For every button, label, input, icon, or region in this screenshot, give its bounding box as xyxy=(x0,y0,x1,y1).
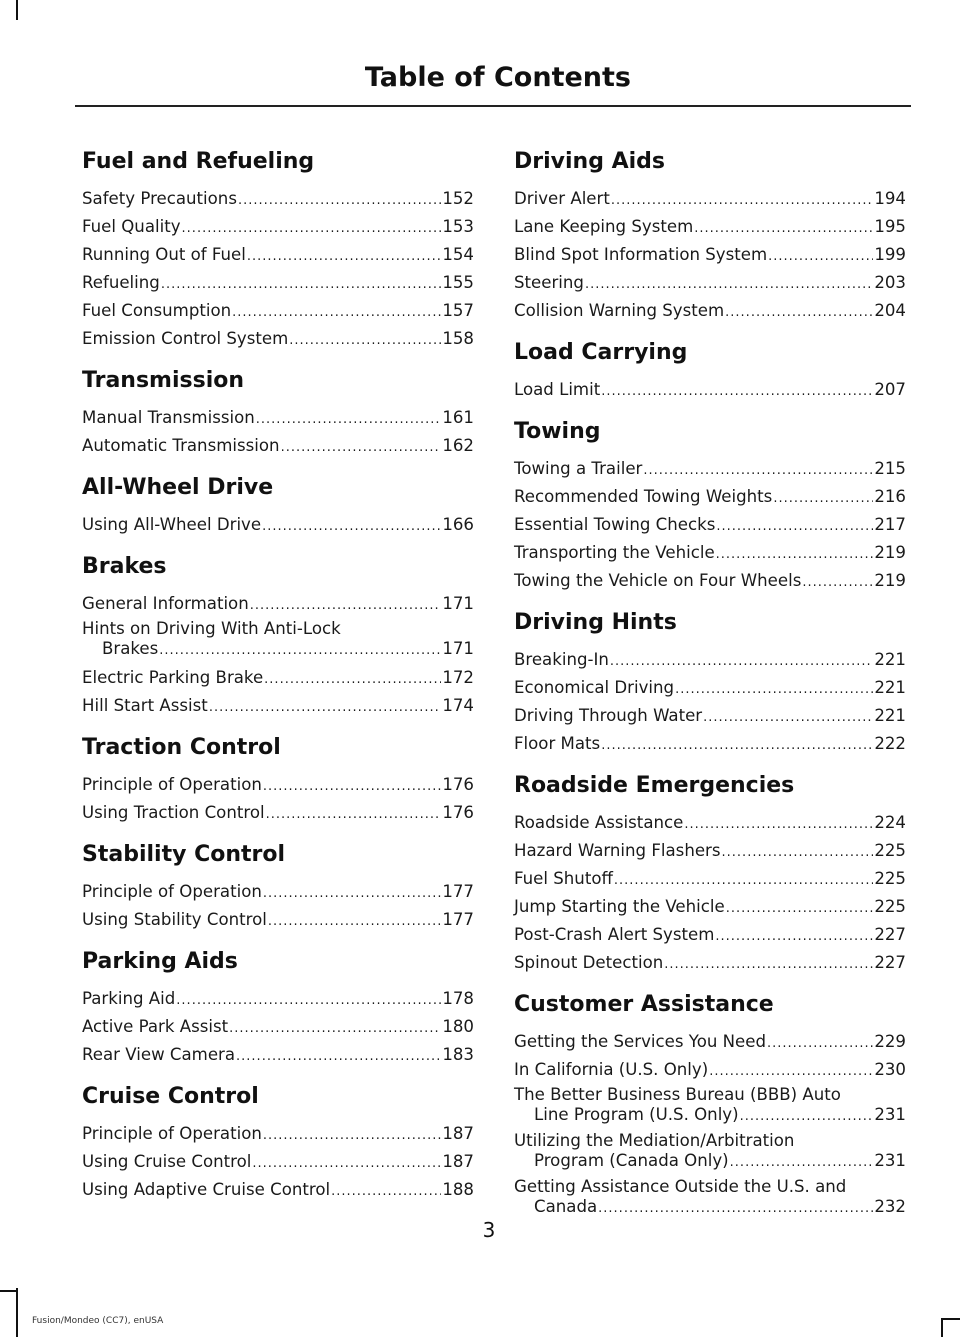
toc-page-number: 227 xyxy=(874,953,906,972)
toc-section xyxy=(82,1080,474,1205)
leader-dots xyxy=(730,1153,874,1173)
toc-page-number: 174 xyxy=(442,696,474,715)
crop-mark xyxy=(16,1288,18,1337)
leader-dots xyxy=(281,435,442,461)
toc-page-number: 187 xyxy=(442,1124,474,1143)
section-heading: Parking Aids xyxy=(82,949,238,974)
toc-entry[interactable] xyxy=(514,1029,906,1057)
leader-dots xyxy=(726,896,874,922)
toc-entry[interactable] xyxy=(514,270,906,298)
toc-page-number: 203 xyxy=(874,273,906,292)
leader-dots xyxy=(262,514,441,540)
leader-dots xyxy=(263,1123,441,1149)
toc-entry-title: Automatic Transmission xyxy=(82,436,280,455)
leader-dots xyxy=(266,802,442,828)
toc-entry-title: Principle of Operation xyxy=(82,882,262,901)
toc-entry[interactable] xyxy=(82,270,474,298)
toc-entry[interactable] xyxy=(82,693,474,721)
toc-page-number: 176 xyxy=(442,803,474,822)
toc-page-number: 217 xyxy=(874,515,906,534)
toc-entry-title: Steering xyxy=(514,273,584,292)
toc-entry-title: Manual Transmission xyxy=(82,408,255,427)
section-heading: Traction Control xyxy=(82,735,281,760)
toc-entry[interactable] xyxy=(82,665,474,693)
toc-entry[interactable] xyxy=(82,800,474,828)
toc-page-number: 187 xyxy=(442,1152,474,1171)
toc-entry[interactable] xyxy=(514,1177,906,1219)
leader-dots xyxy=(250,593,442,619)
toc-page-number: 161 xyxy=(442,408,474,427)
toc-page-number: 157 xyxy=(442,301,474,320)
toc-section xyxy=(82,471,474,540)
toc-entry[interactable] xyxy=(82,242,474,270)
toc-entry-title: Fuel Consumption xyxy=(82,301,232,320)
toc-page-number: 227 xyxy=(874,925,906,944)
toc-entry[interactable] xyxy=(82,879,474,907)
leader-dots xyxy=(229,1016,441,1042)
leader-dots xyxy=(715,924,873,950)
leader-dots xyxy=(614,868,873,894)
toc-entry[interactable] xyxy=(82,214,474,242)
toc-entry[interactable] xyxy=(514,866,906,894)
toc-entry[interactable] xyxy=(514,1085,906,1127)
leader-dots xyxy=(768,244,873,270)
leader-dots xyxy=(247,244,441,270)
toc-entry-title: Driver Alert xyxy=(514,189,610,208)
leader-dots xyxy=(802,570,873,596)
leader-dots xyxy=(263,881,441,907)
leader-dots xyxy=(289,328,441,354)
toc-entry-title: Using Traction Control xyxy=(82,803,265,822)
leader-dots xyxy=(601,379,873,405)
toc-entry-title: General Information xyxy=(82,594,249,613)
toc-entry[interactable] xyxy=(82,512,474,540)
toc-entry-title: Driving Through Water xyxy=(514,706,703,725)
leader-dots xyxy=(675,677,873,703)
section-heading: Stability Control xyxy=(82,842,286,867)
toc-page-number: 171 xyxy=(442,639,474,658)
leader-dots xyxy=(252,1151,441,1177)
header-rule xyxy=(75,105,911,107)
page-header-title: Table of Contents xyxy=(364,62,631,93)
toc-entry-title: The Better Business Bureau (BBB) Auto xyxy=(514,1085,841,1104)
crop-mark xyxy=(943,1318,960,1320)
toc-entry[interactable] xyxy=(514,950,906,978)
leader-dots xyxy=(182,216,442,242)
toc-entry[interactable] xyxy=(82,772,474,800)
toc-entry-title: Hill Start Assist xyxy=(82,696,208,715)
toc-right-column xyxy=(514,145,906,1223)
toc-entry[interactable] xyxy=(82,405,474,433)
footer-text: Fusion/Mondeo (CC7), enUSA xyxy=(32,1316,164,1326)
toc-entry-title: Principle of Operation xyxy=(82,775,262,794)
leader-dots xyxy=(256,407,442,433)
toc-entry-title: Lane Keeping System xyxy=(514,217,694,236)
leader-dots xyxy=(716,514,873,540)
toc-entry-title-cont: Line Program (U.S. Only) xyxy=(534,1105,739,1124)
toc-entry-title: Load Limit xyxy=(514,380,601,399)
toc-section xyxy=(82,945,474,1070)
toc-page-number: 215 xyxy=(874,459,906,478)
toc-entry-title: Emission Control System xyxy=(82,329,289,348)
toc-entry[interactable] xyxy=(514,675,906,703)
crop-mark xyxy=(941,1318,943,1337)
section-heading: Roadside Emergencies xyxy=(514,773,795,798)
toc-entry[interactable] xyxy=(82,986,474,1014)
leader-dots xyxy=(664,952,873,978)
toc-entry[interactable] xyxy=(82,433,474,461)
toc-page-number: 229 xyxy=(874,1032,906,1051)
section-heading: Load Carrying xyxy=(514,340,688,365)
toc-entry-title: Fuel Shutoff xyxy=(514,869,613,888)
toc-entry-title: Recommended Towing Weights xyxy=(514,487,773,506)
toc-page-number: 231 xyxy=(874,1105,906,1124)
toc-entry-title: Post-Crash Alert System xyxy=(514,925,715,944)
toc-entry-title: Safety Precautions xyxy=(82,189,237,208)
toc-section xyxy=(514,415,906,596)
toc-entry-title: Roadside Assistance xyxy=(514,813,684,832)
toc-entry[interactable] xyxy=(514,1131,906,1173)
leader-dots xyxy=(740,1107,874,1127)
leader-dots xyxy=(684,812,873,838)
toc-entry[interactable] xyxy=(514,894,906,922)
toc-page-number: 177 xyxy=(442,882,474,901)
toc-entry[interactable] xyxy=(514,512,906,540)
toc-page-number: 204 xyxy=(874,301,906,320)
toc-entry[interactable] xyxy=(514,242,906,270)
section-heading: Transmission xyxy=(82,368,245,393)
toc-page-number: 216 xyxy=(874,487,906,506)
toc-entry-title: Towing a Trailer xyxy=(514,459,643,478)
toc-entry[interactable] xyxy=(82,619,474,661)
leader-dots xyxy=(161,272,441,298)
section-heading: Driving Hints xyxy=(514,610,677,635)
toc-entry-title: Using Cruise Control xyxy=(82,1152,252,1171)
leader-dots xyxy=(643,458,873,484)
toc-entry[interactable] xyxy=(82,1014,474,1042)
crop-mark xyxy=(0,1290,16,1292)
toc-section xyxy=(82,364,474,461)
toc-section xyxy=(82,550,474,721)
toc-page-number: 180 xyxy=(442,1017,474,1036)
toc-section xyxy=(82,145,474,354)
toc-page-number: 225 xyxy=(874,869,906,888)
leader-dots xyxy=(264,667,441,693)
toc-page-number: 219 xyxy=(874,571,906,590)
toc-entry-title: Using Stability Control xyxy=(82,910,267,929)
toc-entry-title: Spinout Detection xyxy=(514,953,664,972)
section-heading: Brakes xyxy=(82,554,167,579)
toc-page-number: 194 xyxy=(874,189,906,208)
toc-entry-title: Blind Spot Information System xyxy=(514,245,768,264)
leader-dots xyxy=(611,188,873,214)
toc-page-number: 207 xyxy=(874,380,906,399)
leader-dots xyxy=(610,649,873,675)
leader-dots xyxy=(694,216,873,242)
toc-page-number: 183 xyxy=(442,1045,474,1064)
toc-page-number: 166 xyxy=(442,515,474,534)
toc-entry-title: Fuel Quality xyxy=(82,217,181,236)
toc-section xyxy=(514,606,906,759)
toc-entry-title: Hazard Warning Flashers xyxy=(514,841,721,860)
toc-entry[interactable] xyxy=(514,540,906,568)
toc-entry-title: Electric Parking Brake xyxy=(82,668,264,687)
toc-section xyxy=(82,838,474,935)
toc-page-number: 219 xyxy=(874,543,906,562)
leader-dots xyxy=(773,486,873,512)
toc-entry-title-cont: Program (Canada Only) xyxy=(534,1151,729,1170)
toc-entry-title: Economical Driving xyxy=(514,678,675,697)
toc-page-number: 199 xyxy=(874,245,906,264)
toc-entry[interactable] xyxy=(82,591,474,619)
section-heading: Towing xyxy=(514,419,601,444)
toc-page-number: 221 xyxy=(874,650,906,669)
toc-section xyxy=(514,988,906,1219)
toc-entry[interactable] xyxy=(82,1121,474,1149)
leader-dots xyxy=(722,840,874,866)
leader-dots xyxy=(725,300,873,326)
toc-section xyxy=(82,731,474,828)
toc-page-number: 171 xyxy=(442,594,474,613)
toc-page-number: 178 xyxy=(442,989,474,1008)
toc-entry[interactable] xyxy=(514,731,906,759)
leader-dots xyxy=(263,774,441,800)
toc-page-number: 152 xyxy=(442,189,474,208)
toc-page-number: 177 xyxy=(442,910,474,929)
leader-dots xyxy=(209,695,442,721)
toc-page-number: 172 xyxy=(442,668,474,687)
toc-entry[interactable] xyxy=(82,298,474,326)
toc-entry[interactable] xyxy=(514,647,906,675)
toc-page-number: 188 xyxy=(442,1180,474,1199)
toc-entry[interactable] xyxy=(82,907,474,935)
toc-entry-title: Collision Warning System xyxy=(514,301,725,320)
toc-page-number: 153 xyxy=(442,217,474,236)
leader-dots xyxy=(268,909,441,935)
section-heading: Fuel and Refueling xyxy=(82,149,315,174)
toc-page-number: 158 xyxy=(442,329,474,348)
toc-entry[interactable] xyxy=(514,377,906,405)
toc-entry-title: Active Park Assist xyxy=(82,1017,229,1036)
leader-dots xyxy=(238,188,441,214)
toc-entry-title: Getting the Services You Need xyxy=(514,1032,767,1051)
toc-entry[interactable] xyxy=(514,186,906,214)
section-heading: Cruise Control xyxy=(82,1084,259,1109)
toc-entry-title: In California (U.S. Only) xyxy=(514,1060,709,1079)
toc-entry[interactable] xyxy=(82,326,474,354)
toc-entry-title: Towing the Vehicle on Four Wheels xyxy=(514,571,802,590)
toc-page-number: 154 xyxy=(442,245,474,264)
toc-entry-title: Floor Mats xyxy=(514,734,601,753)
toc-page-number: 225 xyxy=(874,841,906,860)
toc-page-number: 232 xyxy=(874,1197,906,1216)
toc-page-number: 162 xyxy=(442,436,474,455)
toc-entry[interactable] xyxy=(82,186,474,214)
toc-section xyxy=(514,769,906,978)
toc-entry-title: Getting Assistance Outside the U.S. and xyxy=(514,1177,847,1196)
leader-dots xyxy=(716,542,874,568)
toc-entry-title: Utilizing the Mediation/Arbitration xyxy=(514,1131,795,1150)
toc-entry-title-cont: Canada xyxy=(534,1197,598,1216)
section-heading: All-Wheel Drive xyxy=(82,475,274,500)
toc-left-column xyxy=(82,145,474,1205)
toc-entry-title: Using All-Wheel Drive xyxy=(82,515,262,534)
toc-entry-title: Transporting the Vehicle xyxy=(514,543,715,562)
toc-entry[interactable] xyxy=(514,456,906,484)
leader-dots xyxy=(236,1044,441,1070)
toc-page-number: 221 xyxy=(874,678,906,697)
toc-entry[interactable] xyxy=(514,214,906,242)
leader-dots xyxy=(598,1199,873,1219)
section-heading: Customer Assistance xyxy=(514,992,774,1017)
toc-entry-title: Breaking-In xyxy=(514,650,609,669)
toc-entry[interactable] xyxy=(514,1057,906,1085)
toc-page-number: 155 xyxy=(442,273,474,292)
toc-entry[interactable] xyxy=(514,838,906,866)
page-number: 3 xyxy=(482,1218,496,1242)
leader-dots xyxy=(585,272,873,298)
toc-entry-title: Jump Starting the Vehicle xyxy=(514,897,725,916)
toc-entry-title: Refueling xyxy=(82,273,160,292)
toc-page-number: 230 xyxy=(874,1060,906,1079)
toc-entry-title: Running Out of Fuel xyxy=(82,245,246,264)
toc-entry[interactable] xyxy=(514,703,906,731)
toc-page-number: 221 xyxy=(874,706,906,725)
toc-entry[interactable] xyxy=(82,1149,474,1177)
toc-page-number: 176 xyxy=(442,775,474,794)
toc-entry[interactable] xyxy=(514,568,906,596)
toc-entry-title: Essential Towing Checks xyxy=(514,515,716,534)
toc-page-number: 231 xyxy=(874,1151,906,1170)
toc-page-number: 195 xyxy=(874,217,906,236)
toc-entry-title-cont: Brakes xyxy=(102,639,159,658)
leader-dots xyxy=(709,1059,873,1085)
toc-entry[interactable] xyxy=(514,484,906,512)
toc-entry-title: Hints on Driving With Anti-Lock xyxy=(82,619,341,638)
toc-page-number: 225 xyxy=(874,897,906,916)
leader-dots xyxy=(176,988,441,1014)
leader-dots xyxy=(601,733,873,759)
toc-section xyxy=(514,336,906,405)
toc-entry[interactable] xyxy=(82,1177,474,1205)
leader-dots xyxy=(331,1179,441,1205)
toc-entry-title: Using Adaptive Cruise Control xyxy=(82,1180,331,1199)
leader-dots xyxy=(232,300,441,326)
toc-section xyxy=(514,145,906,326)
toc-page-number: 222 xyxy=(874,734,906,753)
section-heading: Driving Aids xyxy=(514,149,666,174)
toc-entry[interactable] xyxy=(514,298,906,326)
toc-entry-title: Rear View Camera xyxy=(82,1045,236,1064)
crop-mark xyxy=(16,0,18,20)
toc-entry-title: Parking Aid xyxy=(82,989,176,1008)
leader-dots xyxy=(703,705,873,731)
toc-page-number: 224 xyxy=(874,813,906,832)
toc-entry-title: Principle of Operation xyxy=(82,1124,262,1143)
toc-entry[interactable] xyxy=(82,1042,474,1070)
leader-dots xyxy=(767,1031,873,1057)
toc-entry[interactable] xyxy=(514,922,906,950)
toc-entry[interactable] xyxy=(514,810,906,838)
leader-dots xyxy=(159,641,441,661)
